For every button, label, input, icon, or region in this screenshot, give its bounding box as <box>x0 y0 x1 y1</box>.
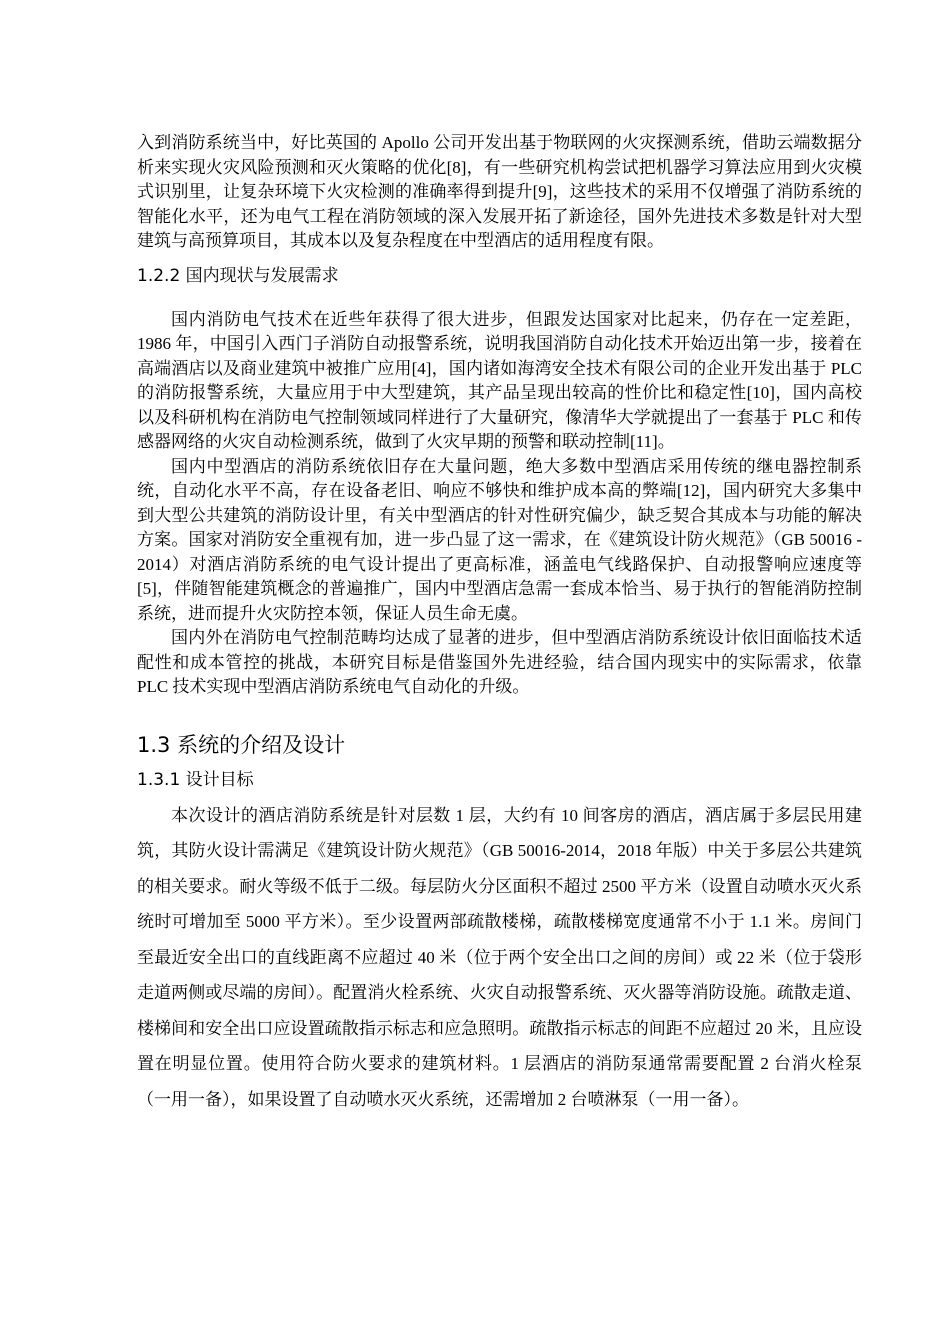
heading-1-3-1: 1.3.1 设计目标 <box>137 769 254 790</box>
paragraph-hotel-problems: 国内中型酒店的消防系统依旧存在大量问题，绝大多数中型酒店采用传统的继电器控制系统，自动化水平不高，存在设备老旧、响应不够快和维护成本高的弊端[12]，国内研究大多集中到大型公共建筑的消防设计里，有关中型酒店的针对性研究偏少，缺乏契合其成本与功能的解决方案。国家对消防安全重视有加，进一步凸显了这一需求，在《建筑设计防火规范》（GB 50016 - 2014）对酒店消防系统的电气设计提出了更高标准，涵盖电气线路保护、自动报警响应速度等[5]，伴随智能建筑概念的普遍推广，国内中型酒店急需一套成本恰当、易于执行的智能消防控制系统，进而提升火灾防控本领，保证人员生命无虞。 <box>137 456 862 623</box>
page-content <box>137 131 862 1117</box>
intro-paragraph: 入到消防系统当中，好比英国的 Apollo 公司开发出基于物联网的火灾探测系统，借助云端数据分析来实现火灾风险预测和灭火策略的优化[8]，有一些研究机构尝试把机器学习算法应用到火灾模式识别里，让复杂环境下火灾检测的准确率得到提升[9]，这些技术的采用不仅增强了消防系统的智能化水平，还为电气工程在消防领域的深入发展开拓了新途径，国外先进技术多数是针对大型建筑与高预算项目，其成本以及复杂程度在中型酒店的适用程度有限。 <box>137 133 862 250</box>
paragraph-research-goal: 国内外在消防电气控制范畴均达成了显著的进步，但中型酒店消防系统设计依旧面临技术适配性和成本管控的挑战，本研究目标是借鉴国外先进经验，结合国内现实中的实际需求，依靠 PLC 技术实现中型酒店消防系统电气自动化的升级。 <box>137 628 862 696</box>
heading-1-2-2: 1.2.2 国内现状与发展需求 <box>137 265 339 286</box>
heading-1-3: 1.3 系统的介绍及设计 <box>137 732 346 757</box>
paragraph-design-goal: 本次设计的酒店消防系统是针对层数 1 层，大约有 10 间客房的酒店，酒店属于多层民用建筑，其防火设计需满足《建筑设计防火规范》（GB 50016-2014，2018 年版）中关于多层公共建筑的相关要求。耐火等级不低于二级。每层防火分区面积不超过 2500 平方米（设置自动喷水灭火系统时可增加至 5000 平方米）。至少设置两部疏散楼梯，疏散楼梯宽度通常不小于 1.1 米。房间门至最近安全出口的直线距离不应超过 40 米（位于两个安全出口之间的房间）或 22 米（位于袋形走道两侧或尽端的房间）。配置消火栓系统、火灾自动报警系统、灭火器等消防设施。疏散走道、楼梯间和安全出口应设置疏散指示标志和应急照明。疏散指示标志的间距不应超过 20 米，且应设置在明显位置。使用符合防火要求的建筑材料。1 层酒店的消防泵通常需要配置 2 台消火栓泵（一用一备），如果设置了自动喷水灭火系统，还需增加 2 台喷淋泵（一用一备）。 <box>137 805 862 1109</box>
paragraph-domestic-progress: 国内消防电气技术在近些年获得了很大进步，但跟发达国家对比起来，仍存在一定差距，1986 年，中国引入西门子消防自动报警系统，说明我国消防自动化技术开始迈出第一步，接着在高端酒店以及商业建筑中被推广应用[4]，国内诸如海湾安全技术有限公司的企业开发出基于 PLC 的消防报警系统，大量应用于中大型建筑，其产品呈现出较高的性价比和稳定性[10]，国内高校以及科研机构在消防电气控制领域同样进行了大量研究，像清华大学就提出了一套基于 PLC 和传感器网络的火灾自动检测系统，做到了火灾早期的预警和联动控制[11]。 <box>137 309 862 451</box>
